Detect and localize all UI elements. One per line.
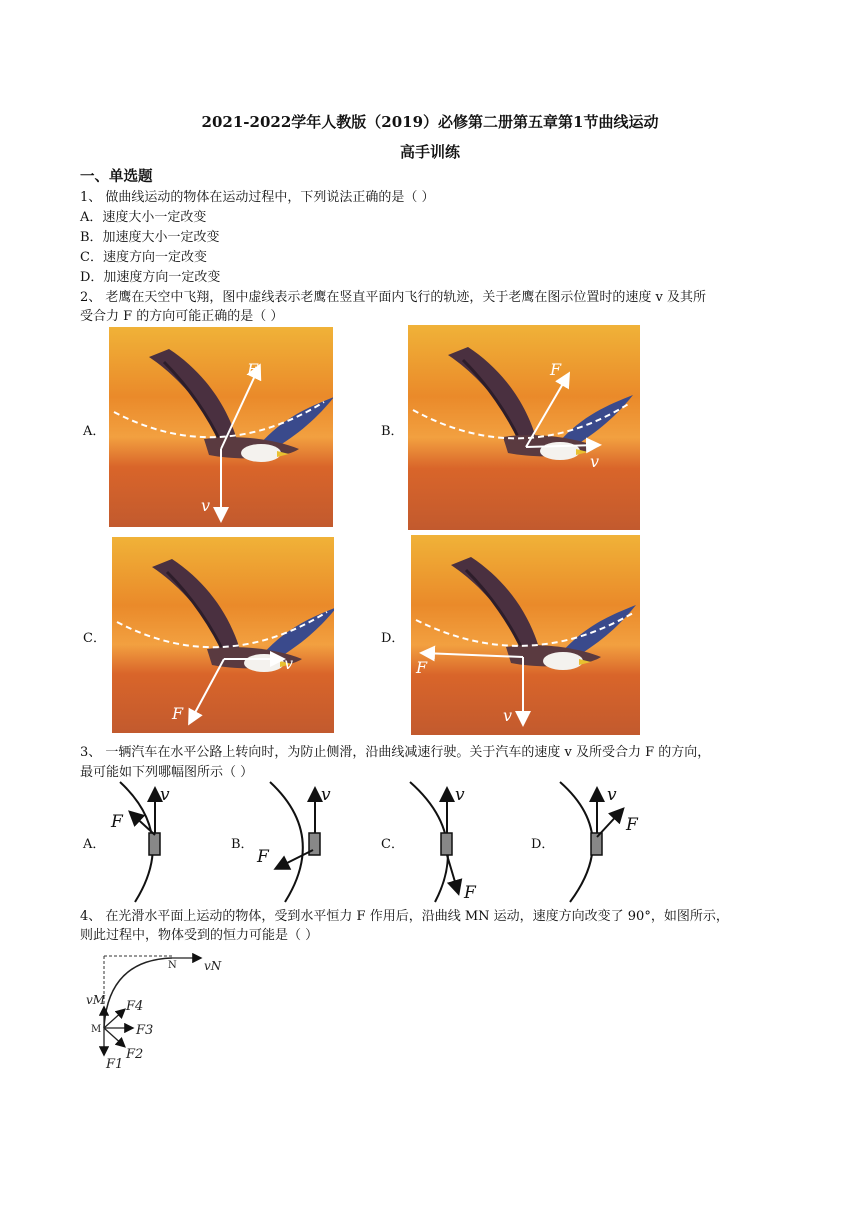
question-1-option-d: D．加速度方向一定改变 xyxy=(80,270,221,285)
force-2-arrow xyxy=(104,1028,124,1046)
force-label: F xyxy=(257,847,269,867)
velocity-label: v xyxy=(321,785,331,805)
force-label: F xyxy=(247,360,259,379)
force-4-label: F4 xyxy=(126,999,144,1014)
question-2-stem-line1: 2、 老鹰在天空中飞翔，图中虚线表示老鹰在竖直平面内飞行的轨迹，关于老鹰在图示位置时的速度 v 及其所 xyxy=(80,290,707,305)
force-arrow xyxy=(447,855,458,892)
eagle-figure-c xyxy=(112,537,334,733)
question-4-stem-line2: 则此过程中，物体受到的恒力可能是（ ） xyxy=(80,928,319,943)
question-3-label-c: C． xyxy=(381,837,404,852)
force-arrow xyxy=(597,810,622,837)
question-3-stem-line2: 最可能如下列哪幅图所示（ ） xyxy=(80,765,254,780)
question-4-stem-line1: 4、 在光滑水平面上运动的物体，受到水平恒力 F 作用后，沿曲线 MN 运动，速度方向改变了 90°，如图所示， xyxy=(80,909,729,924)
car-figure-c xyxy=(400,780,495,905)
force-3-label: F3 xyxy=(136,1023,154,1038)
point-n-label: N xyxy=(168,960,177,971)
eagle-figure-d xyxy=(411,535,640,735)
page-subtitle: 高手训练 xyxy=(399,143,460,161)
question-3-stem-line1: 3、 一辆汽车在水平公路上转向时，为防止侧滑，沿曲线减速行驶。关于汽车的速度 v 及所受合力 F 的方向， xyxy=(80,745,711,760)
road-curve xyxy=(120,782,153,902)
question-1-option-b: B．加速度大小一定改变 xyxy=(80,230,220,245)
force-label: F xyxy=(464,883,476,903)
question-2-label-b: B． xyxy=(381,424,404,439)
force-label: F xyxy=(416,658,428,677)
question-1-option-c: C．速度方向一定改变 xyxy=(80,250,207,265)
eagle-figure-b xyxy=(408,325,640,530)
question-2-stem-line2: 受合力 F 的方向可能正确的是（ ） xyxy=(80,309,284,324)
point-m-label: M xyxy=(91,1024,102,1035)
question-2-label-c: C． xyxy=(83,631,106,646)
question-1-stem: 1、 做曲线运动的物体在运动过程中，下列说法正确的是（ ） xyxy=(80,190,435,205)
question-3-label-b: B． xyxy=(231,837,254,852)
car-block xyxy=(441,833,452,855)
force-arrow xyxy=(131,813,155,835)
road-curve xyxy=(270,782,303,902)
force-label: F xyxy=(626,815,638,835)
question-2-label-d: D． xyxy=(381,631,405,646)
car-figure-a xyxy=(105,780,195,905)
velocity-label: v xyxy=(284,654,294,673)
force-2-label: F2 xyxy=(126,1047,144,1062)
velocity-label: v xyxy=(590,452,600,471)
page-title: 2021-2022学年人教版（2019）必修第二册第五章第1节曲线运动 xyxy=(201,113,659,131)
velocity-label: v xyxy=(503,706,513,725)
force-label: F xyxy=(172,704,184,723)
road-curve xyxy=(560,782,593,902)
curve-mn xyxy=(104,958,172,1028)
force-1-label: F1 xyxy=(106,1057,124,1072)
velocity-label: v xyxy=(160,785,170,805)
force-label: F xyxy=(550,360,562,379)
force-arrow xyxy=(277,850,313,868)
velocity-label: v xyxy=(201,496,211,515)
question-1-option-a: A．速度大小一定改变 xyxy=(80,210,207,225)
car-figure-d xyxy=(550,780,650,905)
force-4-arrow xyxy=(104,1010,124,1028)
eagle-figure-a xyxy=(109,327,333,527)
velocity-label: v xyxy=(455,785,465,805)
curve-mn-diagram xyxy=(82,950,222,1080)
question-3-label-d: D． xyxy=(531,837,555,852)
velocity-label: v xyxy=(607,785,617,805)
section-heading: 一、单选题 xyxy=(80,168,153,185)
car-block xyxy=(149,833,160,855)
force-label: F xyxy=(111,812,123,832)
velocity-n-label: vN xyxy=(204,959,222,973)
car-figure-b xyxy=(255,780,345,905)
question-3-label-a: A． xyxy=(83,837,106,852)
question-2-label-a: A． xyxy=(83,424,106,439)
velocity-m-label: vM xyxy=(86,993,106,1007)
